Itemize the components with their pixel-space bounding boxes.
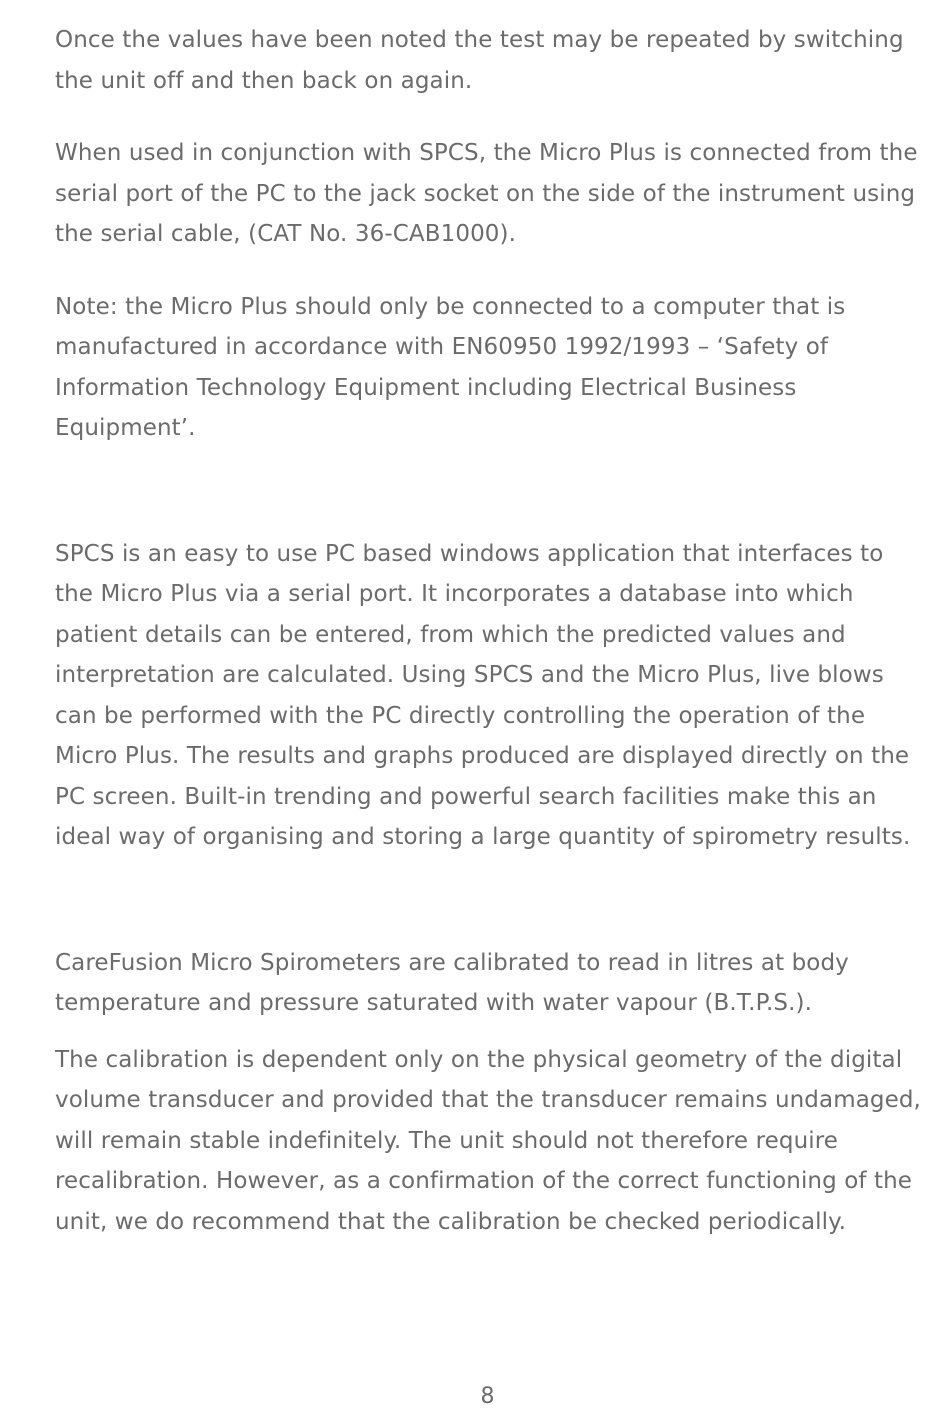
paragraph-calibration-btps: CareFusion Micro Spirometers are calibrated to read in litres at body temperature and pressure saturated with water vapour (B.T.P.S.). [55,949,849,1016]
paragraph-spcs-description: SPCS is an easy to use PC based windows application that interfaces to the Micro Plus via a serial port. It incorporates a database into which patient details can be entered, from which the predicted values and interpretation are calculated. Using SPCS and the Micro Plus, live blows can be performed with the PC directly controlling the operation of the Micro Plus. The results and graphs produced are displayed directly on the PC screen. Built-in trending and powerful search facilities make this an ideal way of organising and storing a large quantity of spirometry results. [55,540,911,850]
paragraph-calibration-stability: The calibration is dependent only on the physical geometry of the digital volume transducer and provided that the transducer remains undamaged, will remain stable indefinitely. The unit should not therefore require recalibration. However, as a confirmation of the correct functioning of the unit, we do recommend that the calibration be checked periodically. [55,1046,921,1235]
paragraph-repeat-test: Once the values have been noted the test may be repeated by switching the unit off and then back on again. [55,27,904,94]
page-number: 8 [480,1384,495,1409]
paragraph-safety-note: Note: the Micro Plus should only be connected to a computer that is manufactured in accordance with EN60950 1992/1993 – ‘Safety of Information Technology Equipment including Electrical Business Equipment’. [55,293,846,441]
paragraph-serial-connection: When used in conjunction with SPCS, the Micro Plus is connected from the serial port of the PC to the jack socket on the side of the instrument using the serial cable, (CAT No. 36-CAB1000). [55,140,918,247]
document-body [55,20,925,1242]
